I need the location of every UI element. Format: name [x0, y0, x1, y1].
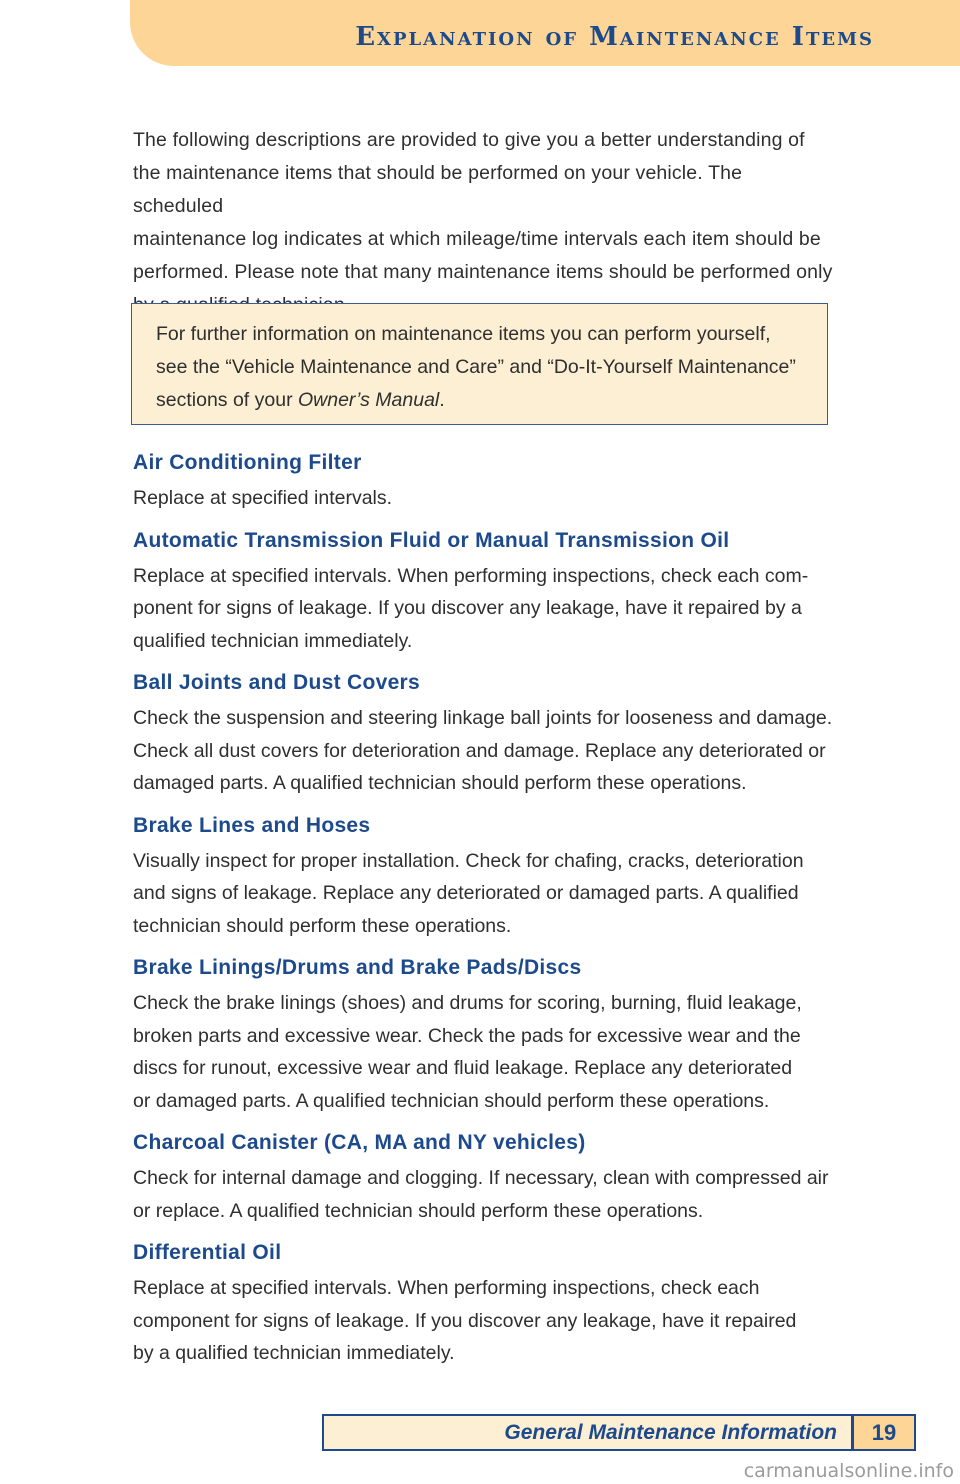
item-description	[133, 482, 843, 515]
item-title: Air Conditioning Filter	[133, 451, 362, 474]
maintenance-item	[133, 1238, 843, 1370]
description-line: Check the suspension and steering linkage ball joints for looseness and damage.	[133, 707, 833, 729]
note-line: For further information on maintenance items you can perform yourself,	[156, 323, 771, 345]
item-title: Differential Oil	[133, 1241, 282, 1264]
description-line: technician should perform these operations.	[133, 914, 512, 937]
manual-title: Owner’s Manual	[297, 389, 440, 411]
item-description	[133, 845, 843, 943]
description-line: Replace at specified intervals.	[133, 487, 393, 509]
page-footer	[322, 1414, 916, 1451]
page-number: 19	[851, 1416, 914, 1449]
description-line: Visually inspect for proper installation. Check for chafing, cracks, deterioration	[133, 849, 804, 872]
maintenance-item	[133, 953, 843, 1117]
description-line: discs for runout, excessive wear and fluid leakage. Replace any deteriorated	[133, 1057, 793, 1079]
maintenance-item	[133, 811, 843, 943]
item-description	[133, 560, 843, 658]
description-line: broken parts and excessive wear. Check the pads for excessive wear and the	[133, 1024, 801, 1047]
note-line	[156, 384, 806, 417]
footer-section-title: General Maintenance Information	[504, 1421, 837, 1444]
watermark: carmanualsonline.info	[743, 1460, 954, 1482]
maintenance-item	[133, 448, 843, 515]
intro-line: maintenance log indicates at which mileage/time intervals each item should be	[133, 228, 821, 250]
item-description	[133, 1272, 843, 1370]
note-text-segment: sections of your	[156, 389, 298, 411]
item-description	[133, 987, 843, 1117]
description-line: Replace at specified intervals. When performing inspections, check each	[133, 1277, 760, 1299]
description-line: Replace at specified intervals. When performing inspections, check each com-	[133, 564, 809, 587]
header-band	[130, 0, 960, 66]
maintenance-items-list	[133, 448, 843, 1381]
description-line: or replace. A qualified technician should perform these operations.	[133, 1199, 704, 1222]
intro-line: performed. Please note that many maintenance items should be performed only	[133, 261, 833, 283]
intro-line: the maintenance items that should be performed on your vehicle. The scheduled	[133, 162, 743, 217]
description-line: component for signs of leakage. If you discover any leakage, have it repaired	[133, 1309, 797, 1332]
item-title: Automatic Transmission Fluid or Manual Transmission Oil	[133, 528, 730, 552]
description-line: qualified technician immediately.	[133, 629, 413, 652]
item-title: Brake Lines and Hoses	[133, 813, 371, 837]
description-line: Check the brake linings (shoes) and drums for scoring, burning, fluid leakage,	[133, 992, 802, 1014]
item-description	[133, 1162, 843, 1227]
item-title: Brake Linings/Drums and Brake Pads/Discs	[133, 956, 582, 979]
description-line: or damaged parts. A qualified technician should perform these operations.	[133, 1089, 770, 1112]
maintenance-item	[133, 1128, 843, 1227]
item-title: Charcoal Canister (CA, MA and NY vehicles)	[133, 1131, 586, 1154]
note-text	[156, 318, 806, 417]
description-line: Check all dust covers for deterioration and damage. Replace any deteriorated or	[133, 739, 826, 762]
intro-line: The following descriptions are provided to give you a better understanding of	[133, 129, 805, 151]
note-line: see the “Vehicle Maintenance and Care” and “Do-It-Yourself Maintenance”	[156, 356, 796, 378]
maintenance-item	[133, 668, 843, 800]
description-line: and signs of leakage. Replace any deteriorated or damaged parts. A qualified	[133, 882, 799, 904]
description-line: damaged parts. A qualified technician should perform these operations.	[133, 772, 747, 794]
note-box	[131, 303, 828, 425]
description-line: ponent for signs of leakage. If you discover any leakage, have it repaired by a	[133, 597, 802, 619]
item-description	[133, 702, 843, 800]
description-line: by a qualified technician immediately.	[133, 1342, 455, 1364]
note-text-segment: .	[439, 389, 445, 411]
maintenance-item	[133, 526, 843, 658]
item-title: Ball Joints and Dust Covers	[133, 671, 420, 694]
page-title: Explanation of Maintenance Items	[355, 22, 874, 52]
description-line: Check for internal damage and clogging. If necessary, clean with compressed air	[133, 1167, 829, 1189]
intro-paragraph	[133, 124, 833, 322]
